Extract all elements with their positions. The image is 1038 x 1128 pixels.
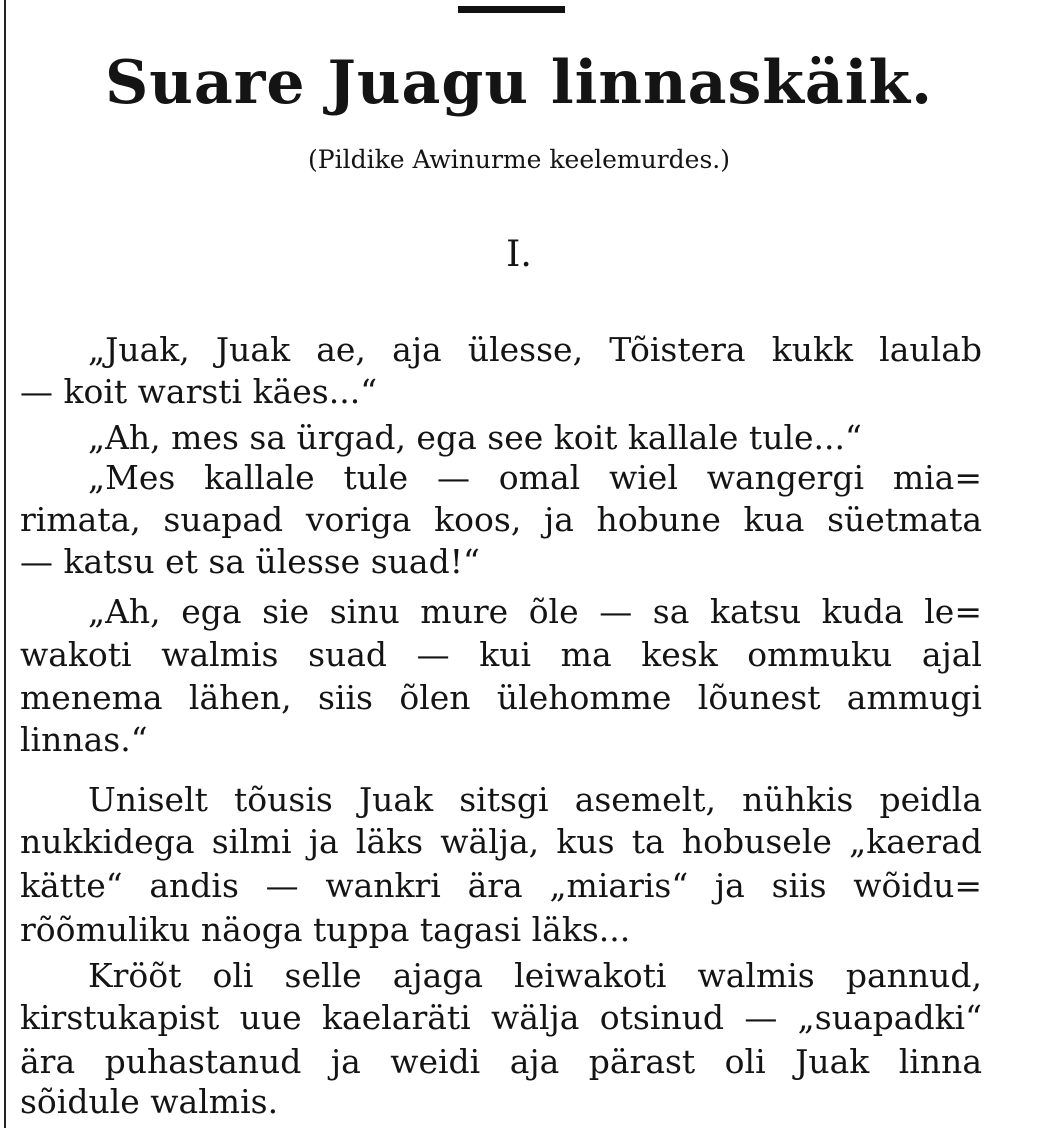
text-line: wakoti walmis suad — kui ma kesk ommuku ajal <box>20 635 982 674</box>
header-rule <box>458 6 565 13</box>
text-line: linnas.“ <box>20 720 148 759</box>
text-line: ära puhastanud ja weidi aja pärast oli Juak linna <box>20 1042 982 1081</box>
text-line: menema lähen, siis õlen ülehomme lõunest ammugi <box>20 678 982 717</box>
text-line: Kröõt oli selle ajaga leiwakoti walmis pannud, <box>88 956 982 995</box>
text-line: kirstukapist uue kaelaräti wälja otsinud — „suapadki“ <box>20 998 982 1037</box>
text-line: nukkidega silmi ja läks wälja, kus ta hobusele „kaerad <box>20 822 982 861</box>
text-line: rõõmuliku näoga tuppa tagasi läks... <box>20 910 631 949</box>
text-line: — katsu et sa ülesse suad!“ <box>20 542 480 581</box>
text-line: — koit warsti käes...“ <box>20 372 378 411</box>
text-line: Uniselt tõusis Juak sitsgi asemelt, nühkis peidla <box>88 780 982 819</box>
text-line: „Mes kallale tule — omal wiel wangergi mia= <box>88 458 982 497</box>
text-line: rimata, suapad voriga koos, ja hobune kua süetmata <box>20 500 982 539</box>
section-numeral: I. <box>506 234 532 275</box>
text-line: „Ah, ega sie sinu mure õle — sa katsu kuda le= <box>88 592 982 631</box>
article-title: Suare Juagu linnaskäik. <box>104 48 934 118</box>
text-line: sõidule walmis. <box>20 1082 279 1121</box>
text-line: „Ah, mes sa ürgad, ega see koit kallale tule...“ <box>88 418 862 457</box>
article-subtitle: (Pildike Awinurme keelemurdes.) <box>308 145 730 174</box>
text-line: kätte“ andis — wankri ära „miaris“ ja siis wõidu= <box>20 866 982 905</box>
text-line: „Juak, Juak ae, aja ülesse, Tõistera kukk laulab <box>88 330 982 369</box>
